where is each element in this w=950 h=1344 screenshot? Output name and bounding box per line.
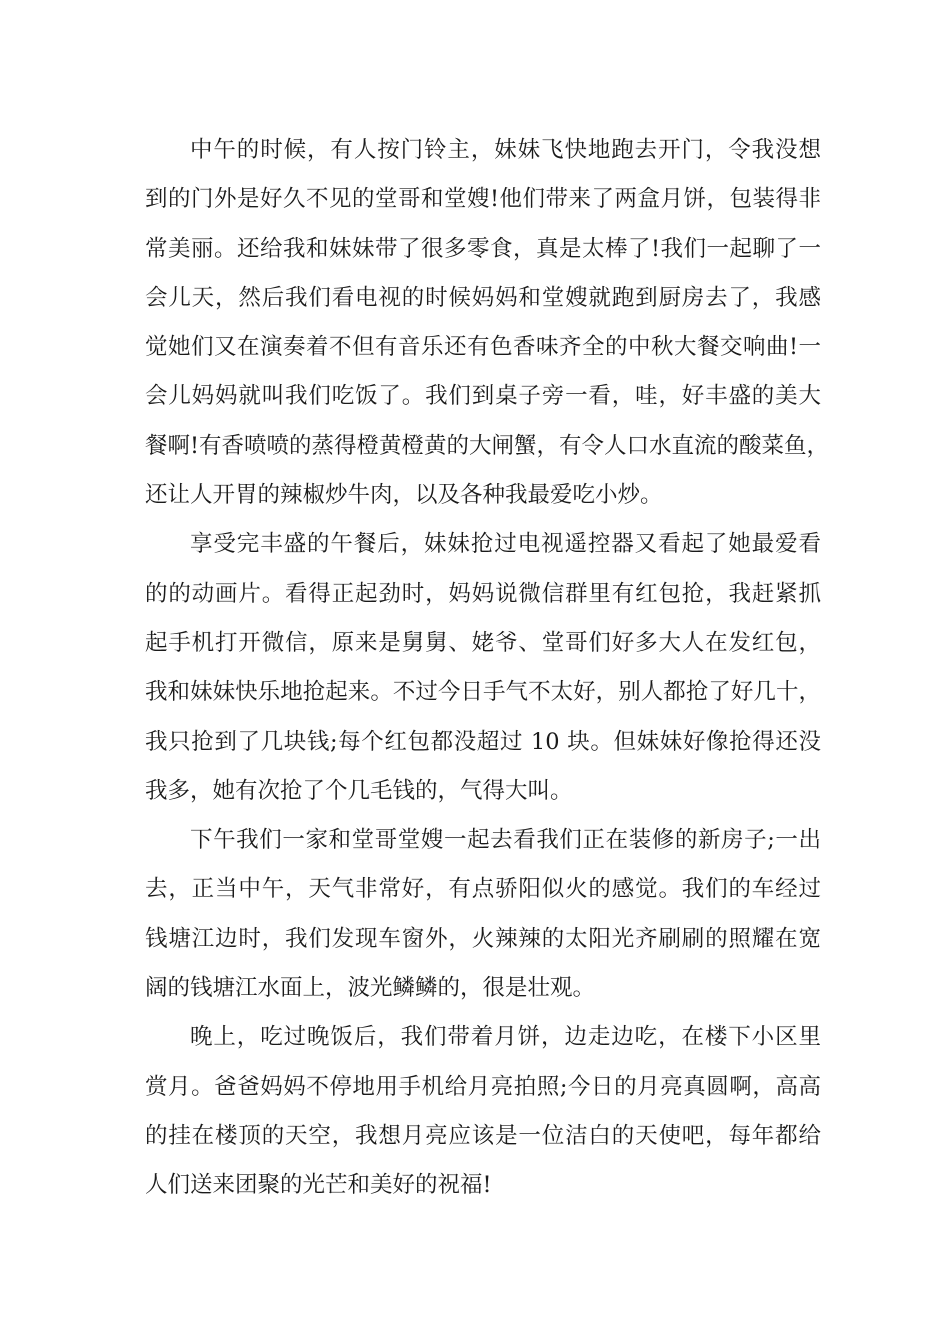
text-line: 赏月。爸爸妈妈不停地用手机给月亮拍照;今日的月亮真圆啊，高高: [145, 1073, 821, 1100]
text-line: 人们送来团聚的光芒和美好的祝福!: [145, 1172, 492, 1199]
paragraph-lunch: [145, 126, 830, 520]
text-line: 阔的钱塘江水面上，波光鳞鳞的，很是壮观。: [145, 975, 596, 1002]
text-line: 我多，她有次抢了个几毛钱的，气得大叫。: [145, 777, 573, 804]
text-line: 去，正当中午，天气非常好，有点骄阳似火的感觉。我们的车经过: [145, 876, 821, 903]
text-line: 会儿天，然后我们看电视的时候妈妈和堂嫂就跑到厨房去了，我感: [145, 284, 821, 311]
text-line: 享受完丰盛的午餐后，妹妹抢过电视遥控器又看起了她最爱看: [190, 531, 821, 558]
text-line: 我只抢到了几块钱;每个红包都没超过 10 块。但妹妹好像抢得还没: [145, 728, 821, 755]
text-line: 晚上，吃过晚饭后，我们带着月饼，边走边吃，在楼下小区里: [190, 1024, 821, 1051]
text-line: 还让人开胃的辣椒炒牛肉，以及各种我最爱吃小炒。: [145, 482, 663, 509]
text-line: 的的动画片。看得正起劲时，妈妈说微信群里有红包抢，我赶紧抓: [145, 580, 821, 607]
paragraph-afternoon: [145, 816, 821, 1013]
text-line: 起手机打开微信，原来是舅舅、姥爷、堂哥们好多大人在发红包，: [145, 629, 821, 656]
text-line: 到的门外是好久不见的堂哥和堂嫂!他们带来了两盒月饼，包装得非: [145, 186, 821, 213]
text-line: 会儿妈妈就叫我们吃饭了。我们到桌子旁一看，哇，好丰盛的美大: [145, 383, 821, 410]
text-line: 下午我们一家和堂哥堂嫂一起去看我们正在装修的新房子;一出: [190, 827, 821, 854]
text-line: 餐啊!有香喷喷的蒸得橙黄橙黄的大闸蟹，有令人口水直流的酸菜鱼，: [145, 432, 830, 459]
paragraph-red-packets: [145, 520, 821, 816]
text-line: 常美丽。还给我和妹妹带了很多零食，真是太棒了!我们一起聊了一: [145, 235, 821, 262]
text-line: 我和妹妹快乐地抢起来。不过今日手气不太好，别人都抢了好几十，: [145, 679, 821, 706]
document-body: [145, 126, 830, 1211]
text-line: 觉她们又在演奏着不但有音乐还有色香味齐全的中秋大餐交响曲!一: [145, 334, 821, 361]
text-line: 的挂在楼顶的天空，我想月亮应该是一位洁白的天使吧，每年都给: [145, 1122, 821, 1149]
text-line: 钱塘江边时，我们发现车窗外，火辣辣的太阳光齐刷刷的照耀在宽: [145, 925, 821, 952]
text-line: 中午的时候，有人按门铃主，妹妹飞快地跑去开门，令我没想: [190, 137, 821, 163]
paragraph-evening: [145, 1013, 821, 1210]
